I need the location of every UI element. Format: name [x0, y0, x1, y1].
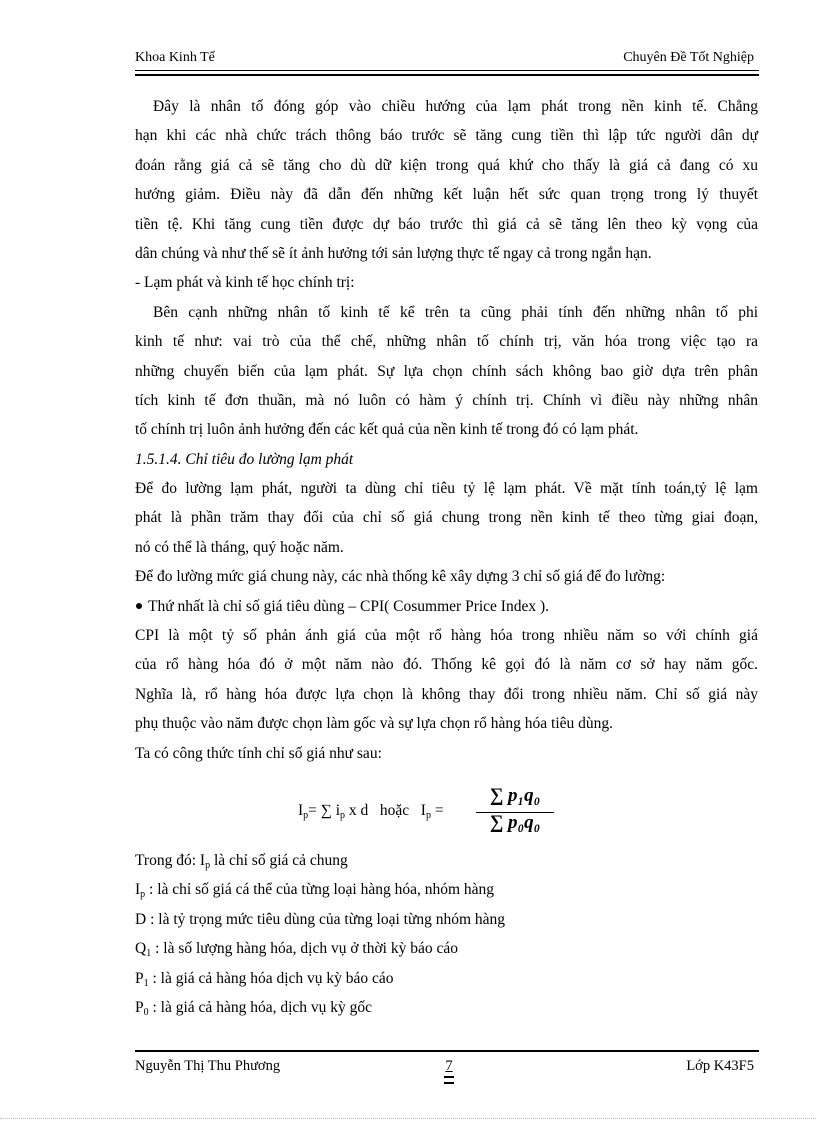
definition-intro-text: Trong đó: I — [135, 852, 206, 869]
paragraph-line: Ta có công thức tính chỉ số giá như sau: — [135, 744, 382, 762]
formula-i-sub: p — [340, 810, 346, 821]
bullet-text: Thứ nhất là chỉ số giá tiêu dùng – CPI( Cosummer Price Index ). — [148, 597, 549, 615]
definition-symbol: P — [135, 969, 144, 987]
paragraph-line: đoán rằng giá cả sẽ tăng cho dù dữ kiện trong quá khứ cho thấy là giá cả đang có xu — [135, 156, 758, 174]
paragraph-line: hướng giảm. Điều này đã dẫn đến những kết luận hết sức quan trọng trong lý thuyết — [135, 186, 758, 204]
formula-rhs-sub: p — [425, 810, 431, 821]
header-rule-thin — [135, 70, 759, 71]
definition-symbol: Q — [135, 940, 147, 958]
section-heading: 1.5.1.4. Chỉ tiêu đo lường lạm phát — [135, 450, 354, 468]
paragraph-line: Nghĩa là, rổ hàng hóa được lựa chọn là không thay đổi trong nhiều năm. Chỉ số giá này — [135, 685, 758, 703]
paragraph-line: tố chính trị luôn ảnh hưởng đến các kết quả của nền kinh tế trong đó có lạm phát. — [135, 421, 639, 439]
definition-text: : là chỉ số giá cá thể của từng loại hàng hóa, nhóm hàng — [145, 881, 495, 899]
formula-eq2: = — [430, 802, 444, 819]
formula-lhs-sub: p — [303, 810, 309, 821]
formula-denominator: ∑ p₀q₀ — [489, 812, 541, 833]
header-title: Chuyên Đề Tốt Nghiệp — [623, 50, 754, 65]
definition-item — [135, 964, 758, 993]
paragraph-line: của rổ hàng hóa đó ở một năm nào đó. Thống kê gọi đó là năm cơ sở hay năm gốc. — [135, 656, 758, 674]
definition-sub: p — [140, 889, 146, 901]
footer-class: Lớp K43F5 — [686, 1058, 754, 1074]
header-faculty: Khoa Kinh Tế — [135, 50, 215, 65]
bullet-icon — [136, 603, 142, 609]
document-body — [135, 92, 758, 768]
formula-eq1: = ∑ i — [308, 802, 341, 819]
paragraph-line: CPI là một tỷ số phản ánh giá của một rổ hàng hóa trong nhiều năm so với chính giá — [135, 627, 758, 645]
definition-item — [135, 993, 758, 1022]
paragraph-line: phụ thuộc vào năm được chọn làm gốc và sự lựa chọn rổ hàng hóa tiêu dùng. — [135, 715, 614, 733]
paragraph-line: nó có thể là tháng, quý hoặc năm. — [135, 538, 344, 556]
formula-tail: x d hoặc I — [345, 802, 426, 819]
definition-intro-rest: là chỉ số giá cả chung — [210, 852, 348, 869]
definition-intro-sub: p — [205, 860, 211, 871]
definition-sub: 0 — [143, 1006, 149, 1018]
definition-sub: 1 — [143, 977, 149, 989]
definition-text: : là số lượng hàng hóa, dịch vụ ở thời kỳ báo cáo — [151, 940, 458, 958]
footer-author: Nguyễn Thị Thu Phương — [135, 1058, 281, 1074]
paragraph-line: Đây là nhân tố đóng góp vào chiều hướng của lạm phát trong nền kinh tế. Chẳng — [153, 98, 758, 115]
definition-item — [135, 875, 758, 904]
definition-sub: 1 — [146, 948, 152, 960]
list-item-politics: - Lạm phát và kinh tế học chính trị: — [135, 274, 355, 292]
paragraph-line: hạn khi các nhà chức trách thông báo trước sẽ tăng cung tiền thì lập tức người dân dự — [135, 127, 758, 145]
definition-item — [135, 934, 758, 963]
paragraph-line: Để đo lường lạm phát, người ta dùng chỉ tiêu tỷ lệ lạm phát. Về mặt tính toán,tỷ lệ lạm — [135, 480, 758, 498]
definition-item — [135, 905, 758, 934]
definitions — [135, 846, 758, 1022]
footer-rule — [135, 1050, 759, 1052]
paragraph-line: kinh tế như: vai trò của thể chế, những nhân tố chính trị, văn hóa trong việc tạo ra — [135, 333, 758, 351]
paragraph-line: tiền tệ. Khi tăng cung tiền được dự báo trước thì giá cả sẽ tăng lên theo kỳ vọng của — [135, 215, 758, 233]
paragraph-line: dân chúng và như thế sẽ ít ảnh hưởng tới sản lượng thực tế ngay cả trong ngắn hạn. — [135, 244, 652, 262]
definition-symbol: P — [135, 998, 144, 1016]
formula — [298, 802, 444, 821]
paragraph-line: những chuyển biến của lạm phát. Sự lựa chọn chính sách không bao giờ dựa trên phân — [135, 362, 758, 380]
formula-numerator: ∑ p₁q₀ — [489, 785, 541, 806]
paragraph-line: Bên cạnh những nhân tố kinh tế kể trên ta cũng phải tính đến những nhân tố phi — [153, 303, 758, 321]
definition-text: : là giá cả hàng hóa dịch vụ kỳ báo cáo — [148, 969, 394, 987]
page-number-mark — [444, 1076, 454, 1084]
definition-text: : là tỷ trọng mức tiêu dùng của từng loại từng nhóm hàng — [146, 910, 506, 928]
bullet-item-cpi — [135, 592, 758, 621]
definition-symbol: I — [135, 881, 141, 899]
definition-intro — [135, 846, 758, 875]
header-rule-thick — [135, 74, 759, 76]
definition-symbol: D — [135, 910, 147, 928]
paragraph-line: phát là phần trăm thay đổi của chỉ số giá chung trong nền kinh tế theo từng giai đoạn, — [135, 509, 758, 527]
definition-text: : là giá cả hàng hóa, dịch vụ kỳ gốc — [148, 998, 373, 1016]
page-bottom-border — [0, 1118, 816, 1119]
paragraph-line: tích kinh tế đơn thuần, mà nó luôn có hàm ý chính trị. Chính vì điều này những nhân — [135, 391, 758, 409]
paragraph-line: Để đo lường mức giá chung này, các nhà thống kê xây dựng 3 chỉ số giá để đo lường: — [135, 568, 666, 586]
footer-page-number: 7 — [445, 1058, 453, 1074]
formula-lhs: I — [298, 802, 304, 819]
